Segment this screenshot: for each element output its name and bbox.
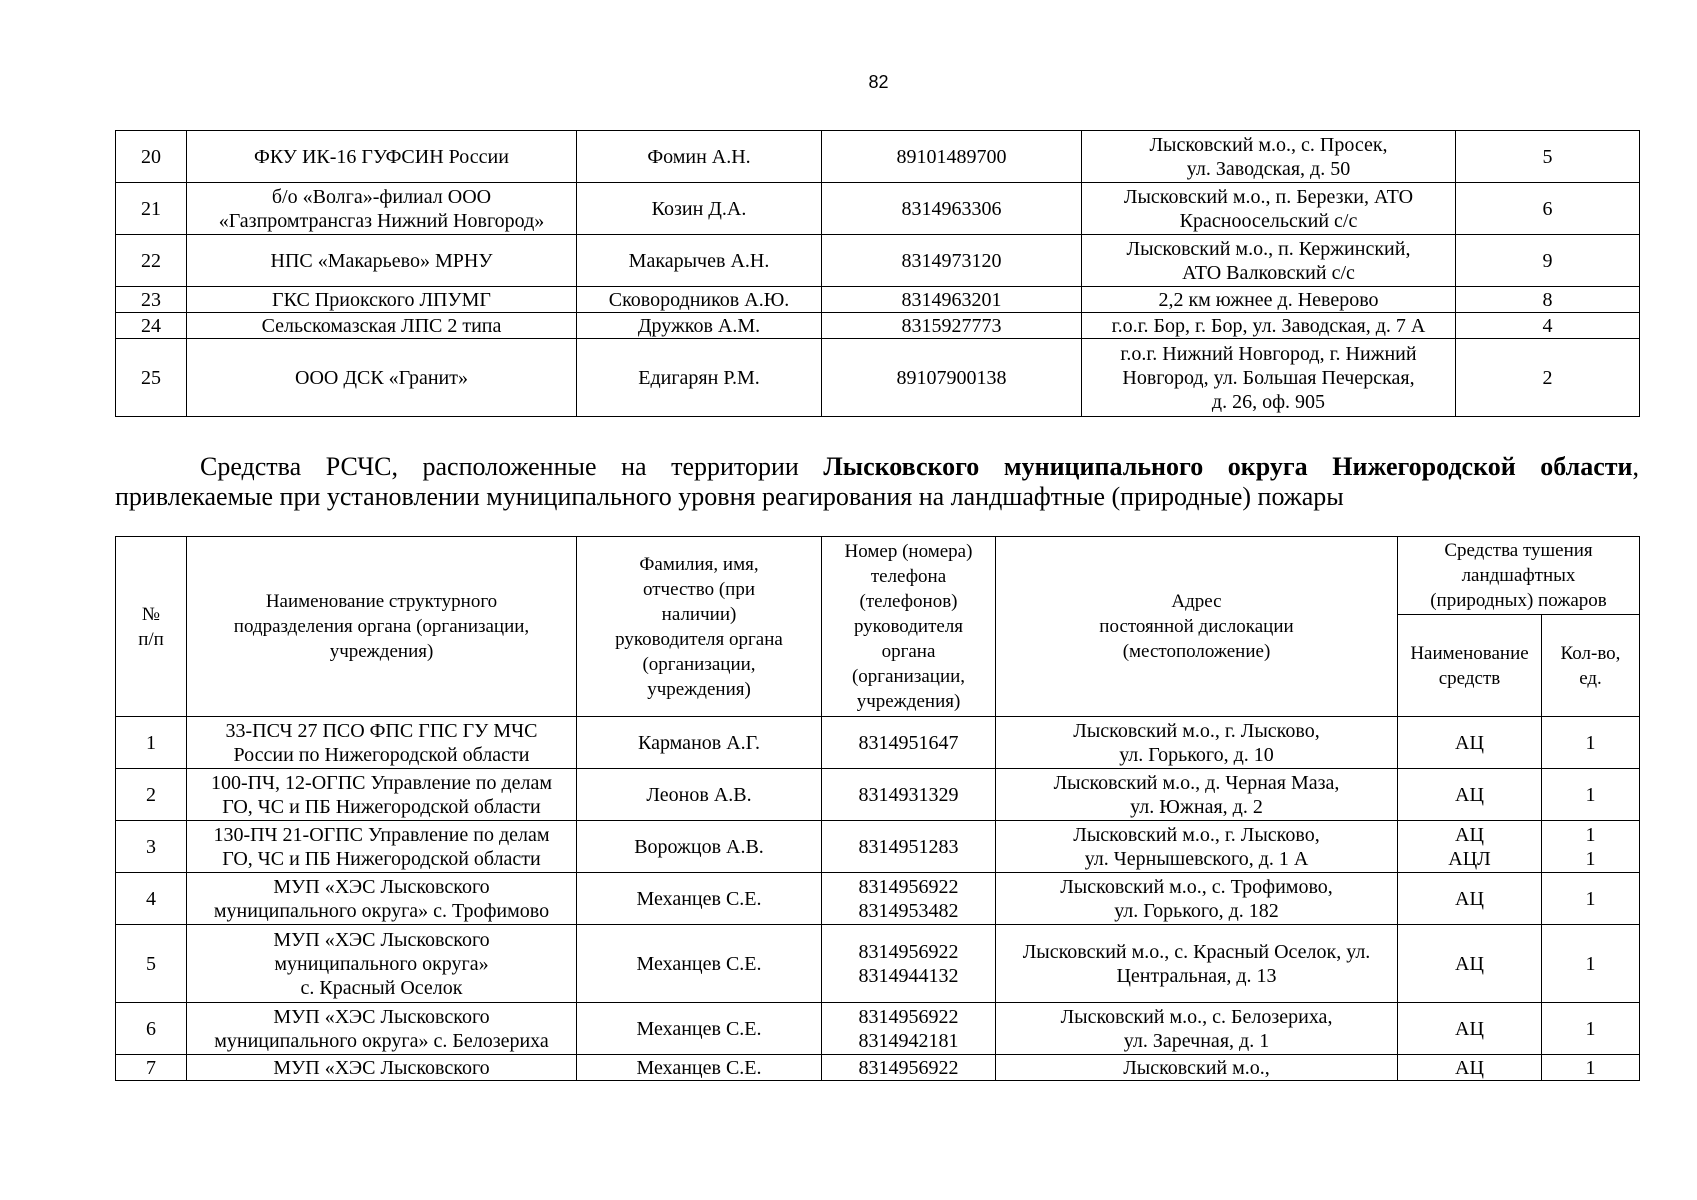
- table-row: [116, 925, 1640, 1003]
- heading-text: Средства РСЧС, расположенные на территории: [200, 452, 799, 481]
- table-row: [116, 235, 1640, 287]
- page-number: 82: [868, 72, 889, 92]
- means-count: 1: [1542, 1055, 1640, 1081]
- header-head-name: Фамилия, имя, отчество (при наличии) руководителя органа (организации, учреждения): [577, 537, 822, 717]
- row-number: 23: [116, 287, 187, 313]
- table-row: [116, 717, 1640, 769]
- means-name: АЦ: [1398, 873, 1542, 925]
- head-name: Механцев С.Е.: [577, 925, 822, 1003]
- header-means-count: Кол-во, ед.: [1542, 615, 1640, 717]
- head-name: Сковородников А.Ю.: [577, 287, 822, 313]
- organization-name: б/о «Волга»-филиал ООО «Газпромтрансгаз Нижний Новгород»: [187, 183, 577, 235]
- organization-name: МУП «ХЭС Лысковского: [187, 1055, 577, 1081]
- address: Лысковский м.о., с. Просек, ул. Заводская, д. 50: [1082, 131, 1456, 183]
- table-row: [116, 183, 1640, 235]
- organizations-table-continued: [115, 130, 1640, 417]
- organization-name: НПС «Макарьево» МРНУ: [187, 235, 577, 287]
- count: 5: [1456, 131, 1640, 183]
- organization-name: 130-ПЧ 21-ОГПС Управление по делам ГО, ЧС и ПБ Нижегородской области: [187, 821, 577, 873]
- means-count: 1: [1542, 925, 1640, 1003]
- head-name: Козин Д.А.: [577, 183, 822, 235]
- address: Лысковский м.о., с. Красный Оселок, ул. Центральная, д. 13: [996, 925, 1398, 1003]
- row-number: 20: [116, 131, 187, 183]
- row-number: 2: [116, 769, 187, 821]
- head-name: Механцев С.Е.: [577, 1055, 822, 1081]
- phone-number: 8314973120: [822, 235, 1082, 287]
- row-number: 24: [116, 313, 187, 339]
- row-number: 5: [116, 925, 187, 1003]
- rschs-means-table: [115, 536, 1640, 1081]
- head-name: Ворожцов А.В.: [577, 821, 822, 873]
- row-number: 7: [116, 1055, 187, 1081]
- head-name: Фомин А.Н.: [577, 131, 822, 183]
- count: 9: [1456, 235, 1640, 287]
- heading-comma: ,: [1632, 452, 1640, 481]
- phone-number: 8314956922 8314953482: [822, 873, 996, 925]
- row-number: 21: [116, 183, 187, 235]
- heading-bold-text: Лысковского муниципального округа Нижегородской области: [823, 452, 1633, 481]
- phone-number: 8314963201: [822, 287, 1082, 313]
- head-name: Карманов А.Г.: [577, 717, 822, 769]
- organization-name: Сельскомазская ЛПС 2 типа: [187, 313, 577, 339]
- means-count: 1: [1542, 1003, 1640, 1055]
- address: Лысковский м.о., д. Черная Маза, ул. Южная, д. 2: [996, 769, 1398, 821]
- address: Лысковский м.о., п. Березки, АТО Красноосельский с/с: [1082, 183, 1456, 235]
- means-count: 1: [1542, 717, 1640, 769]
- header-address: Адрес постоянной дислокации (местоположение): [996, 537, 1398, 717]
- phone-number: 89101489700: [822, 131, 1082, 183]
- row-number: 25: [116, 339, 187, 417]
- address: Лысковский м.о., с. Трофимово, ул. Горького, д. 182: [996, 873, 1398, 925]
- head-name: Дружков А.М.: [577, 313, 822, 339]
- phone-number: 8314951283: [822, 821, 996, 873]
- phone-number: 89107900138: [822, 339, 1082, 417]
- address: г.о.г. Нижний Новгород, г. Нижний Новгород, ул. Большая Печерская, д. 26, оф. 905: [1082, 339, 1456, 417]
- head-name: Макарычев А.Н.: [577, 235, 822, 287]
- header-organization: Наименование структурного подразделения органа (организации, учреждения): [187, 537, 577, 717]
- means-name: АЦ АЦЛ: [1398, 821, 1542, 873]
- phone-number: 8314963306: [822, 183, 1082, 235]
- means-count: 1: [1542, 769, 1640, 821]
- organization-name: ГКС Приокского ЛПУМГ: [187, 287, 577, 313]
- organization-name: МУП «ХЭС Лысковского муниципального округа» с. Красный Оселок: [187, 925, 577, 1003]
- address: Лысковский м.о., п. Кержинский, АТО Валковский с/с: [1082, 235, 1456, 287]
- address: Лысковский м.о., г. Лысково, ул. Горького, д. 10: [996, 717, 1398, 769]
- means-name: АЦ: [1398, 925, 1542, 1003]
- head-name: Едигарян Р.М.: [577, 339, 822, 417]
- count: 4: [1456, 313, 1640, 339]
- table-row: [116, 821, 1640, 873]
- address: Лысковский м.о., с. Белозериха, ул. Заречная, д. 1: [996, 1003, 1398, 1055]
- section-heading: [115, 452, 1639, 512]
- means-count: 1 1: [1542, 821, 1640, 873]
- organization-name: 33-ПСЧ 27 ПСО ФПС ГПС ГУ МЧС России по Нижегородской области: [187, 717, 577, 769]
- address: Лысковский м.о., г. Лысково, ул. Чернышевского, д. 1 А: [996, 821, 1398, 873]
- address: Лысковский м.о.,: [996, 1055, 1398, 1081]
- count: 8: [1456, 287, 1640, 313]
- head-name: Механцев С.Е.: [577, 1003, 822, 1055]
- phone-number: 8314956922 8314944132: [822, 925, 996, 1003]
- table-row: [116, 339, 1640, 417]
- phone-number: 8315927773: [822, 313, 1082, 339]
- phone-number: 8314951647: [822, 717, 996, 769]
- means-name: АЦ: [1398, 1003, 1542, 1055]
- organization-name: ООО ДСК «Гранит»: [187, 339, 577, 417]
- address: 2,2 км южнее д. Неверово: [1082, 287, 1456, 313]
- count: 2: [1456, 339, 1640, 417]
- table-row: [116, 287, 1640, 313]
- table-row: [116, 1003, 1640, 1055]
- head-name: Механцев С.Е.: [577, 873, 822, 925]
- header-row: [116, 537, 1640, 615]
- row-number: 4: [116, 873, 187, 925]
- organization-name: ФКУ ИК-16 ГУФСИН России: [187, 131, 577, 183]
- table-row: [116, 1055, 1640, 1081]
- row-number: 3: [116, 821, 187, 873]
- table-row: [116, 131, 1640, 183]
- row-number: 6: [116, 1003, 187, 1055]
- table-row: [116, 873, 1640, 925]
- phone-number: 8314956922: [822, 1055, 996, 1081]
- organization-name: МУП «ХЭС Лысковского муниципального округа» с. Трофимово: [187, 873, 577, 925]
- means-name: АЦ: [1398, 717, 1542, 769]
- head-name: Леонов А.В.: [577, 769, 822, 821]
- heading-line-2: привлекаемые при установлении муниципального уровня реагирования на ландшафтные (природные) пожары: [115, 482, 1344, 511]
- organization-name: 100-ПЧ, 12-ОГПС Управление по делам ГО, ЧС и ПБ Нижегородской области: [187, 769, 577, 821]
- means-name: АЦ: [1398, 769, 1542, 821]
- table-row: [116, 313, 1640, 339]
- header-means-name: Наименование средств: [1398, 615, 1542, 717]
- phone-number: 8314956922 8314942181: [822, 1003, 996, 1055]
- table-row: [116, 769, 1640, 821]
- organization-name: МУП «ХЭС Лысковского муниципального округа» с. Белозериха: [187, 1003, 577, 1055]
- count: 6: [1456, 183, 1640, 235]
- means-count: 1: [1542, 873, 1640, 925]
- header-means-group: Средства тушения ландшафтных (природных) пожаров: [1398, 537, 1640, 615]
- row-number: 22: [116, 235, 187, 287]
- row-number: 1: [116, 717, 187, 769]
- address: г.о.г. Бор, г. Бор, ул. Заводская, д. 7 А: [1082, 313, 1456, 339]
- phone-number: 8314931329: [822, 769, 996, 821]
- header-number: № п/п: [116, 537, 187, 717]
- means-name: АЦ: [1398, 1055, 1542, 1081]
- header-phone: Номер (номера) телефона (телефонов) руководителя органа (организации, учреждения): [822, 537, 996, 717]
